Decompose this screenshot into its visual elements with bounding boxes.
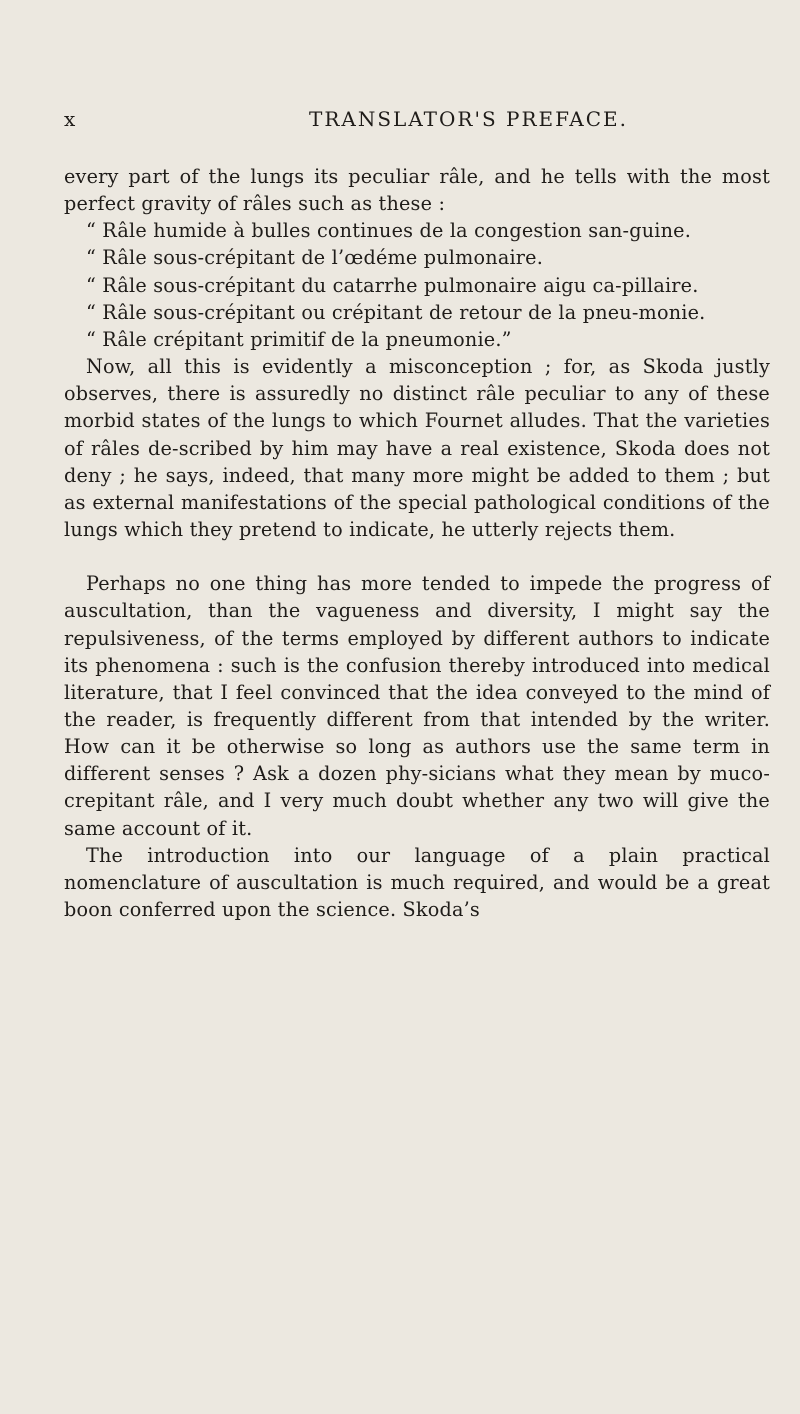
quoted-rale-4: “ Râle sous-crépitant ou crépitant de retour de la pneu-monie. [86, 300, 706, 324]
quoted-rale-5: “ Râle crépitant primitif de la pneumonie.” [86, 327, 512, 351]
running-head: TRANSLATOR'S PREFACE. [309, 107, 628, 131]
quoted-rale-2: “ Râle sous-crépitant de l’œdéme pulmonaire. [86, 246, 544, 270]
quoted-rale-1: “ Râle humide à bulles continues de la congestion san-guine. [86, 219, 692, 243]
body-text [64, 163, 770, 923]
page-header [64, 107, 764, 135]
page-number: x [64, 107, 78, 131]
paragraph-nomenclature: The introduction into our language of a plain practical nomenclature of auscultation is much required, and would be a great boon conferred upon the science. Skoda’s [64, 843, 770, 922]
paragraph-misconception: Now, all this is evidently a misconception ; for, as Skoda justly observes, there is assuredly no distinct râle peculiar to any of these morbid states of the lungs to which Fournet alludes. That the varieties of râles de-scribed by him may have a real existence, Skoda does not deny ; he says, indeed, that many more might be added to them ; but as external manifestations of the special pathological conditions of the lungs which they pretend to indicate, he utterly rejects them. [64, 355, 770, 542]
quoted-rale-3: “ Râle sous-crépitant du catarrhe pulmonaire aigu ca-pillaire. [86, 273, 699, 297]
paragraph-continuation: every part of the lungs its peculiar râle, and he tells with the most perfect gravity of râles such as these : [64, 165, 770, 216]
paragraph-terminology: Perhaps no one thing has more tended to impede the progress of auscultation, than the vagueness and diversity, I might say the repulsiveness, of the terms employed by different authors to indicate its phenomena : such is the confusion thereby introduced into medical literature, that I feel convinced that the idea conveyed to the mind of the reader, is frequently different from that intended by the writer. How can it be otherwise so long as authors use the same term in different senses ? Ask a dozen phy-sicians what they mean by muco-crepitant râle, and I very much doubt whether any two will give the same account of it. [64, 572, 770, 840]
